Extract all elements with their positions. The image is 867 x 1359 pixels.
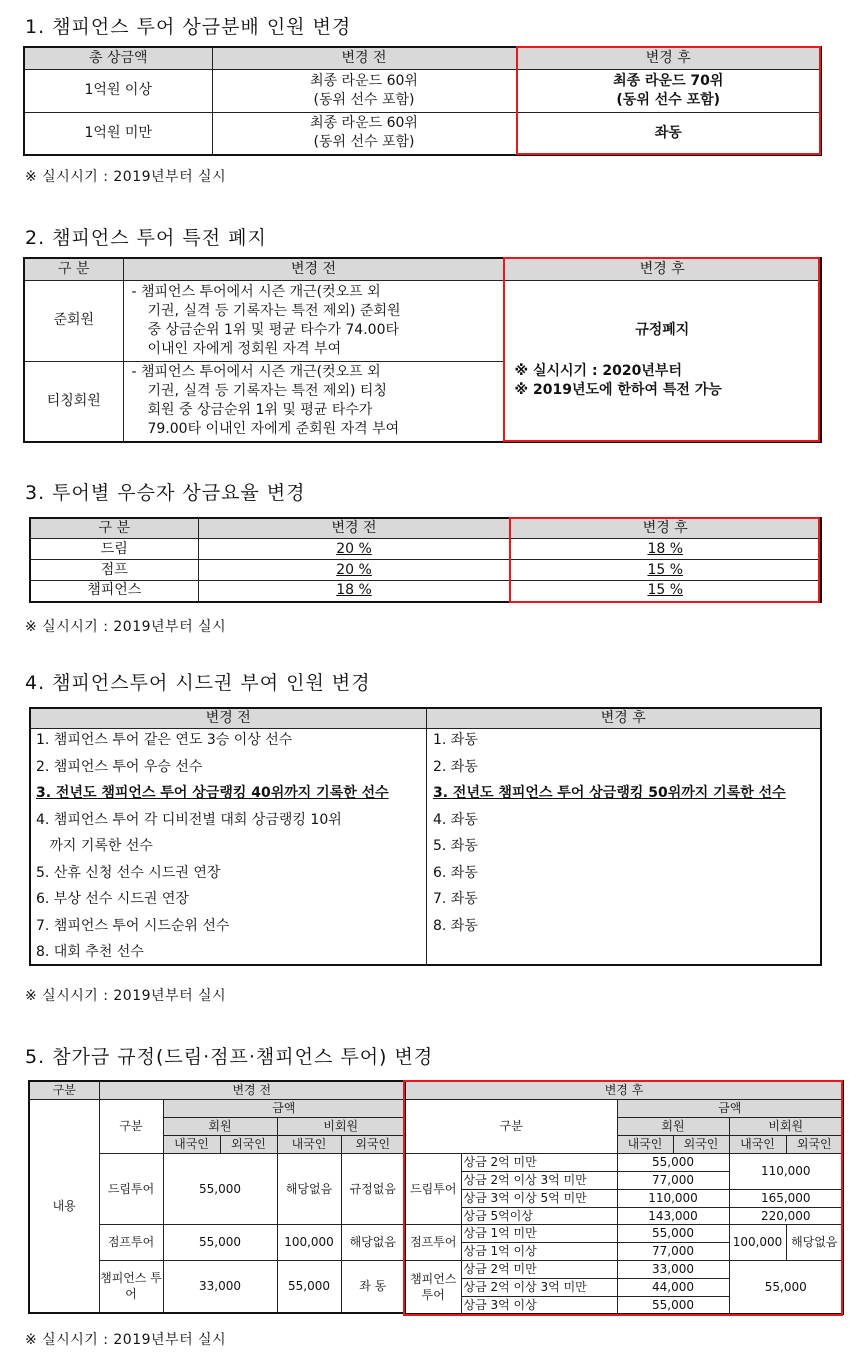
s1-header-after: 변경 후	[516, 47, 821, 69]
s5-after-dream-cond-4: 상금 5억이상	[461, 1207, 617, 1224]
s5-header-gubun: 구분	[29, 1081, 99, 1099]
s5-after-gubun: 구분	[405, 1099, 617, 1153]
s5-before-member-for: 외국인	[220, 1135, 277, 1153]
s5-note: ※ 실시시기 : 2019년부터 실시	[25, 1332, 227, 1348]
s3-row-dream-after: 18 %	[510, 539, 821, 560]
s5-before-table	[28, 1080, 406, 1314]
s5-before-nonmember: 비회원	[277, 1117, 405, 1135]
s2-table	[23, 257, 822, 443]
s5-after-dream-non-3: 165,000	[729, 1189, 843, 1207]
s5-before-dream-non-for: 규정없음	[341, 1153, 405, 1224]
s4-after-item-3: 3. 전년도 챔피언스 투어 상금랭킹 50위까지 기록한 선수	[433, 785, 786, 801]
s4-after-item-6: 6. 좌동	[433, 864, 478, 881]
s5-after-non-for: 외국인	[786, 1135, 843, 1153]
s5-before-champ-non-dom: 55,000	[277, 1260, 341, 1313]
s5-before-non-for: 외국인	[341, 1135, 405, 1153]
s5-before-jump-non-for: 해당없음	[341, 1224, 405, 1260]
s5-before-amount: 금액	[163, 1099, 405, 1117]
s5-header-after: 변경 후	[405, 1081, 843, 1099]
s5-before-non-dom: 내국인	[277, 1135, 341, 1153]
s5-row-label: 내용	[29, 1099, 99, 1313]
s5-before-champ-name: 챔피언스 투어	[99, 1260, 163, 1313]
section3-title: 3. 투어별 우승자 상금요율 변경	[25, 482, 306, 504]
s5-after-non-dom: 내국인	[729, 1135, 786, 1153]
s2-header-after: 변경 후	[504, 258, 821, 280]
s5-after-dream-cond-2: 상금 2억 이상 3억 미만	[461, 1171, 617, 1189]
s4-after-item-2: 2. 좌동	[433, 758, 478, 775]
s3-row-champ-label: 챔피언스	[30, 581, 198, 602]
s5-before-member: 회원	[163, 1117, 277, 1135]
s3-row-champ-after: 15 %	[510, 581, 821, 602]
s3-header-category: 구 분	[30, 518, 198, 539]
s5-after-dream-non-merged: 110,000	[729, 1153, 843, 1189]
section4-title: 4. 챔피언스투어 시드권 부여 인원 변경	[25, 672, 371, 694]
s5-after-dream-member-3: 110,000	[617, 1189, 729, 1207]
s4-after-list	[433, 727, 786, 939]
s5-after-amount: 금액	[617, 1099, 843, 1117]
section1-title: 1. 챔피언스 투어 상금분배 인원 변경	[25, 16, 352, 38]
s4-after-item-8: 8. 좌동	[433, 917, 478, 934]
s4-before-list	[36, 727, 389, 966]
s2-header-category: 구 분	[24, 258, 123, 280]
s2-row2-label: 티칭회원	[24, 361, 123, 442]
s3-row-champ-before: 18 %	[198, 581, 510, 602]
s4-before-item-7: 7. 챔피언스 투어 시드순위 선수	[36, 917, 230, 934]
s5-before-gubun: 구분	[99, 1099, 163, 1153]
s2-after-note-2: ※ 2019년도에 한하여 특전 가능	[514, 382, 722, 399]
s1-table	[23, 46, 822, 156]
s5-after-member-dom: 내국인	[617, 1135, 673, 1153]
s5-before-jump-name: 점프투어	[99, 1224, 163, 1260]
s3-row-jump-after: 15 %	[510, 560, 821, 581]
s3-header-after: 변경 후	[510, 518, 821, 539]
s5-before-jump-non-dom: 100,000	[277, 1224, 341, 1260]
s5-before-champ-member: 33,000	[163, 1260, 277, 1313]
s4-header-before: 변경 전	[30, 708, 426, 729]
s5-after-champ-cond-3: 상금 3억 이상	[461, 1296, 617, 1314]
s5-after-champ-cond-2: 상금 2억 이상 3억 미만	[461, 1278, 617, 1296]
s5-after-member-for: 외국인	[673, 1135, 729, 1153]
s1-row1-label: 1억원 이상	[24, 69, 212, 112]
s3-row-jump-before: 20 %	[198, 560, 510, 581]
s5-after-jump-name: 점프투어	[405, 1224, 461, 1260]
s5-before-member-dom: 내국인	[163, 1135, 220, 1153]
s5-after-champ-member-3: 55,000	[617, 1296, 729, 1314]
s5-after-dream-non-4: 220,000	[729, 1207, 843, 1224]
s3-row-dream-label: 드림	[30, 539, 198, 560]
s1-row1-after: 최종 라운드 70위 (동위 선수 포함)	[516, 69, 821, 112]
s5-after-dream-cond-3: 상금 3억 이상 5억 미만	[461, 1189, 617, 1207]
s5-after-dream-name: 드림투어	[405, 1153, 461, 1224]
s4-after-item-7: 7. 좌동	[433, 891, 478, 907]
s5-before-champ-non-for: 좌 동	[341, 1260, 405, 1313]
s5-before-dream-member: 55,000	[163, 1153, 277, 1224]
s5-after-champ-cond-1: 상금 2억 미만	[461, 1260, 617, 1278]
s4-before-item-5: 5. 산휴 신청 선수 시드권 연장	[36, 864, 221, 881]
s5-header-before: 변경 전	[99, 1081, 405, 1099]
s5-after-dream-member-1: 55,000	[617, 1153, 729, 1171]
s2-row2-before: - 챔피언스 투어에서 시즌 개근(컷오프 외 기권, 실격 등 기록자는 특전 제외) 티칭 회원 중 상금순위 1위 및 평균 타수가 79.00타 이내인 자에게 준회원 자격 부여	[123, 361, 504, 442]
s1-row2-after: 좌동	[516, 112, 821, 155]
s4-before-item-4-cont: 까지 기록한 선수	[36, 838, 153, 854]
s2-after-note-1: ※ 실시시기 : 2020년부터	[514, 363, 682, 380]
s4-note: ※ 실시시기 : 2019년부터 실시	[25, 988, 227, 1004]
s5-after-dream-member-2: 77,000	[617, 1171, 729, 1189]
s5-after-jump-non-for: 해당없음	[786, 1224, 843, 1260]
s3-table	[29, 517, 822, 603]
s5-after-table	[404, 1080, 844, 1315]
s1-header-total: 총 상금액	[24, 47, 212, 69]
section5-title: 5. 참가금 규정(드림·점프·챔피언스 투어) 변경	[25, 1046, 434, 1068]
s2-row1-before: - 챔피언스 투어에서 시즌 개근(컷오프 외 기권, 실격 등 기록자는 특전 제외) 준회원 중 상금순위 1위 및 평균 타수가 74.00타 이내인 자에게 정회원 자격 부여	[123, 280, 504, 361]
s5-before-dream-non-dom: 해당없음	[277, 1153, 341, 1224]
s4-before-item-4: 4. 챔피언스 투어 각 디비전별 대회 상금랭킹 10위	[36, 811, 342, 828]
s4-before-item-2: 2. 챔피언스 투어 우승 선수	[36, 758, 203, 775]
s2-after-title: 규정폐지	[635, 322, 690, 339]
s5-before-dream-name: 드림투어	[99, 1153, 163, 1224]
s2-after-cell	[504, 280, 821, 442]
s4-after-item-5: 5. 좌동	[433, 838, 478, 854]
s1-row2-label: 1억원 미만	[24, 112, 212, 155]
s4-before-item-1: 1. 챔피언스 투어 같은 연도 3승 이상 선수	[36, 732, 293, 748]
s1-row1-before: 최종 라운드 60위 (동위 선수 포함)	[212, 69, 516, 112]
s1-note: ※ 실시시기 : 2019년부터 실시	[25, 169, 227, 185]
s5-after-champ-member-2: 44,000	[617, 1278, 729, 1296]
s3-row-dream-before: 20 %	[198, 539, 510, 560]
s5-after-member: 회원	[617, 1117, 729, 1135]
s5-before-jump-member: 55,000	[163, 1224, 277, 1260]
s5-after-jump-non-dom: 100,000	[729, 1224, 786, 1260]
s5-after-jump-member-1: 55,000	[617, 1224, 729, 1242]
s2-header-before: 변경 전	[123, 258, 504, 280]
section2-title: 2. 챔피언스 투어 특전 폐지	[25, 227, 267, 249]
s4-after-item-4: 4. 좌동	[433, 811, 478, 828]
s5-after-champ-member-1: 33,000	[617, 1260, 729, 1278]
s2-row1-label: 준회원	[24, 280, 123, 361]
s4-before-item-6: 6. 부상 선수 시드권 연장	[36, 891, 189, 907]
s3-header-before: 변경 전	[198, 518, 510, 539]
s4-after-item-1: 1. 좌동	[433, 732, 478, 748]
s4-before-item-8: 8. 대회 추천 선수	[36, 944, 144, 960]
s5-after-nonmember: 비회원	[729, 1117, 843, 1135]
s4-before-item-3: 3. 전년도 챔피언스 투어 상금랭킹 40위까지 기록한 선수	[36, 785, 389, 801]
s5-after-dream-member-4: 143,000	[617, 1207, 729, 1224]
s1-header-before: 변경 전	[212, 47, 516, 69]
s5-after-champ-name: 챔피언스 투어	[405, 1260, 461, 1314]
s5-after-jump-cond-2: 상금 1억 이상	[461, 1242, 617, 1260]
s3-note: ※ 실시시기 : 2019년부터 실시	[25, 619, 227, 635]
s1-row2-before: 최종 라운드 60위 (동위 선수 포함)	[212, 112, 516, 155]
s4-header-after: 변경 후	[426, 708, 821, 729]
s5-after-jump-member-2: 77,000	[617, 1242, 729, 1260]
s5-after-champ-non: 55,000	[729, 1260, 843, 1314]
s5-after-jump-cond-1: 상금 1억 미만	[461, 1224, 617, 1242]
s3-row-jump-label: 점프	[30, 560, 198, 581]
s5-after-dream-cond-1: 상금 2억 미만	[461, 1153, 617, 1171]
